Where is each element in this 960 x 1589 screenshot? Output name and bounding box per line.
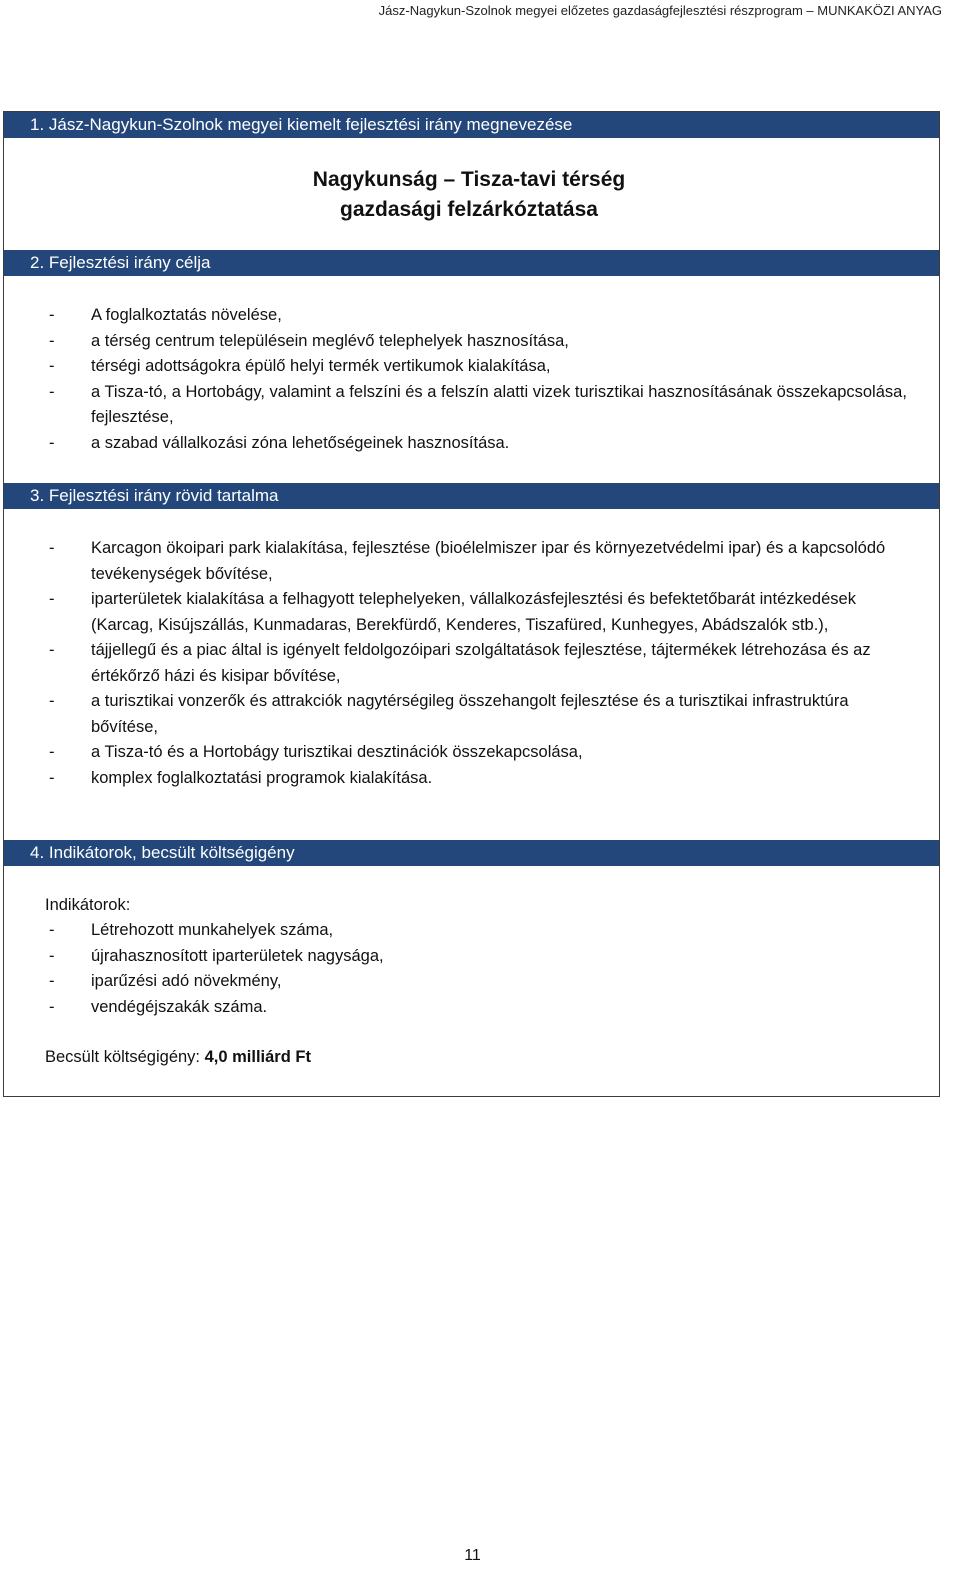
dash-bullet: - xyxy=(49,641,55,659)
cost-label: Becsült költségigény: xyxy=(45,1048,205,1066)
section-3-title: 3. Fejlesztési irány rövid tartalma xyxy=(4,483,939,509)
subtitle-line-2: gazdasági felzárkóztatása xyxy=(340,198,598,221)
dash-bullet: - xyxy=(49,692,55,710)
list-item: - a Tisza-tó, a Hortobágy, valamint a felszíni és a felszín alatti vizek turisztikai hasznosításának összekapcsolása, fejlesztése, xyxy=(49,380,909,431)
indicators-label: Indikátorok: xyxy=(45,896,131,914)
list-item: - a turisztikai vonzerők és attrakciók nagytérségileg összehangolt fejlesztése és a turisztikai infrastruktúra bővítése, xyxy=(49,689,909,740)
dash-bullet: - xyxy=(49,997,55,1016)
running-header: Jász-Nagykun-Szolnok megyei előzetes gazdaságfejlesztési részprogram – MUNKAKÖZI ANYAG xyxy=(378,3,942,18)
dash-bullet: - xyxy=(49,590,55,608)
dash-bullet: - xyxy=(49,433,55,452)
section-1-title: 1. Jász-Nagykun-Szolnok megyei kiemelt fejlesztési irány megnevezése xyxy=(4,112,939,138)
list-item: - A foglalkoztatás növelése, xyxy=(49,303,909,329)
list-item: - a Tisza-tó és a Hortobágy turisztikai desztinációk összekapcsolása, xyxy=(49,740,909,766)
list-item: - Létrehozott munkahelyek száma, xyxy=(49,918,909,944)
dash-bullet: - xyxy=(49,921,55,939)
development-direction-name xyxy=(304,165,634,225)
list-item: - iparűzési adó növekmény, xyxy=(49,969,909,995)
indicator-list xyxy=(49,918,909,1020)
list-item: - a térség centrum településein meglévő telephelyek hasznosítása, xyxy=(49,329,909,355)
list-item: - iparterületek kialakítása a felhagyott telephelyeken, vállalkozásfejlesztési és befektetőbarát intézkedések (Karcag, Kisújszállás, Kunmadaras, Berekfürdő, Kenderes, Tiszafüred, Kunhegyes, Abádszalók stb.), xyxy=(49,587,909,638)
dash-bullet: - xyxy=(49,306,55,324)
list-item: - tájjellegű és a piac által is igényelt feldolgozóipari szolgáltatások fejlesztése, tájtermékek létrehozása és az értékőrző házi és kisipar bővítése, xyxy=(49,638,909,689)
list-item: - Karcagon ökoipari park kialakítása, fejlesztése (bioélelmiszer ipar és környezetvédelmi ipar) és a kapcsolódó tevékenységek bővítése, xyxy=(49,536,909,587)
list-item: - a szabad vállalkozási zóna lehetőségeinek hasznosítása. xyxy=(49,431,909,457)
subtitle-line-1: Nagykunság – Tisza-tavi térség xyxy=(312,168,626,191)
list-item: - komplex foglalkoztatási programok kialakítása. xyxy=(49,766,909,792)
dash-bullet: - xyxy=(49,946,55,965)
list-item: - újrahasznosított iparterületek nagysága, xyxy=(49,944,909,970)
content-list xyxy=(49,536,909,791)
section-2-title: 2. Fejlesztési irány célja xyxy=(4,250,939,276)
cost-value: 4,0 milliárd Ft xyxy=(204,1048,311,1066)
dash-bullet: - xyxy=(49,382,55,401)
section-4-title: 4. Indikátorok, becsült költségigény xyxy=(4,840,939,866)
dash-bullet: - xyxy=(49,768,55,787)
page-number: 11 xyxy=(464,1547,481,1564)
dash-bullet: - xyxy=(49,743,55,761)
form-box xyxy=(3,111,940,1097)
list-item: - vendégéjszakák száma. xyxy=(49,995,909,1021)
dash-bullet: - xyxy=(49,331,55,350)
dash-bullet: - xyxy=(49,972,55,990)
dash-bullet: - xyxy=(49,357,55,375)
goal-list xyxy=(49,303,909,456)
cost-estimate xyxy=(45,1045,311,1071)
dash-bullet: - xyxy=(49,539,55,557)
list-item: - térségi adottságokra épülő helyi termék vertikumok kialakítása, xyxy=(49,354,909,380)
